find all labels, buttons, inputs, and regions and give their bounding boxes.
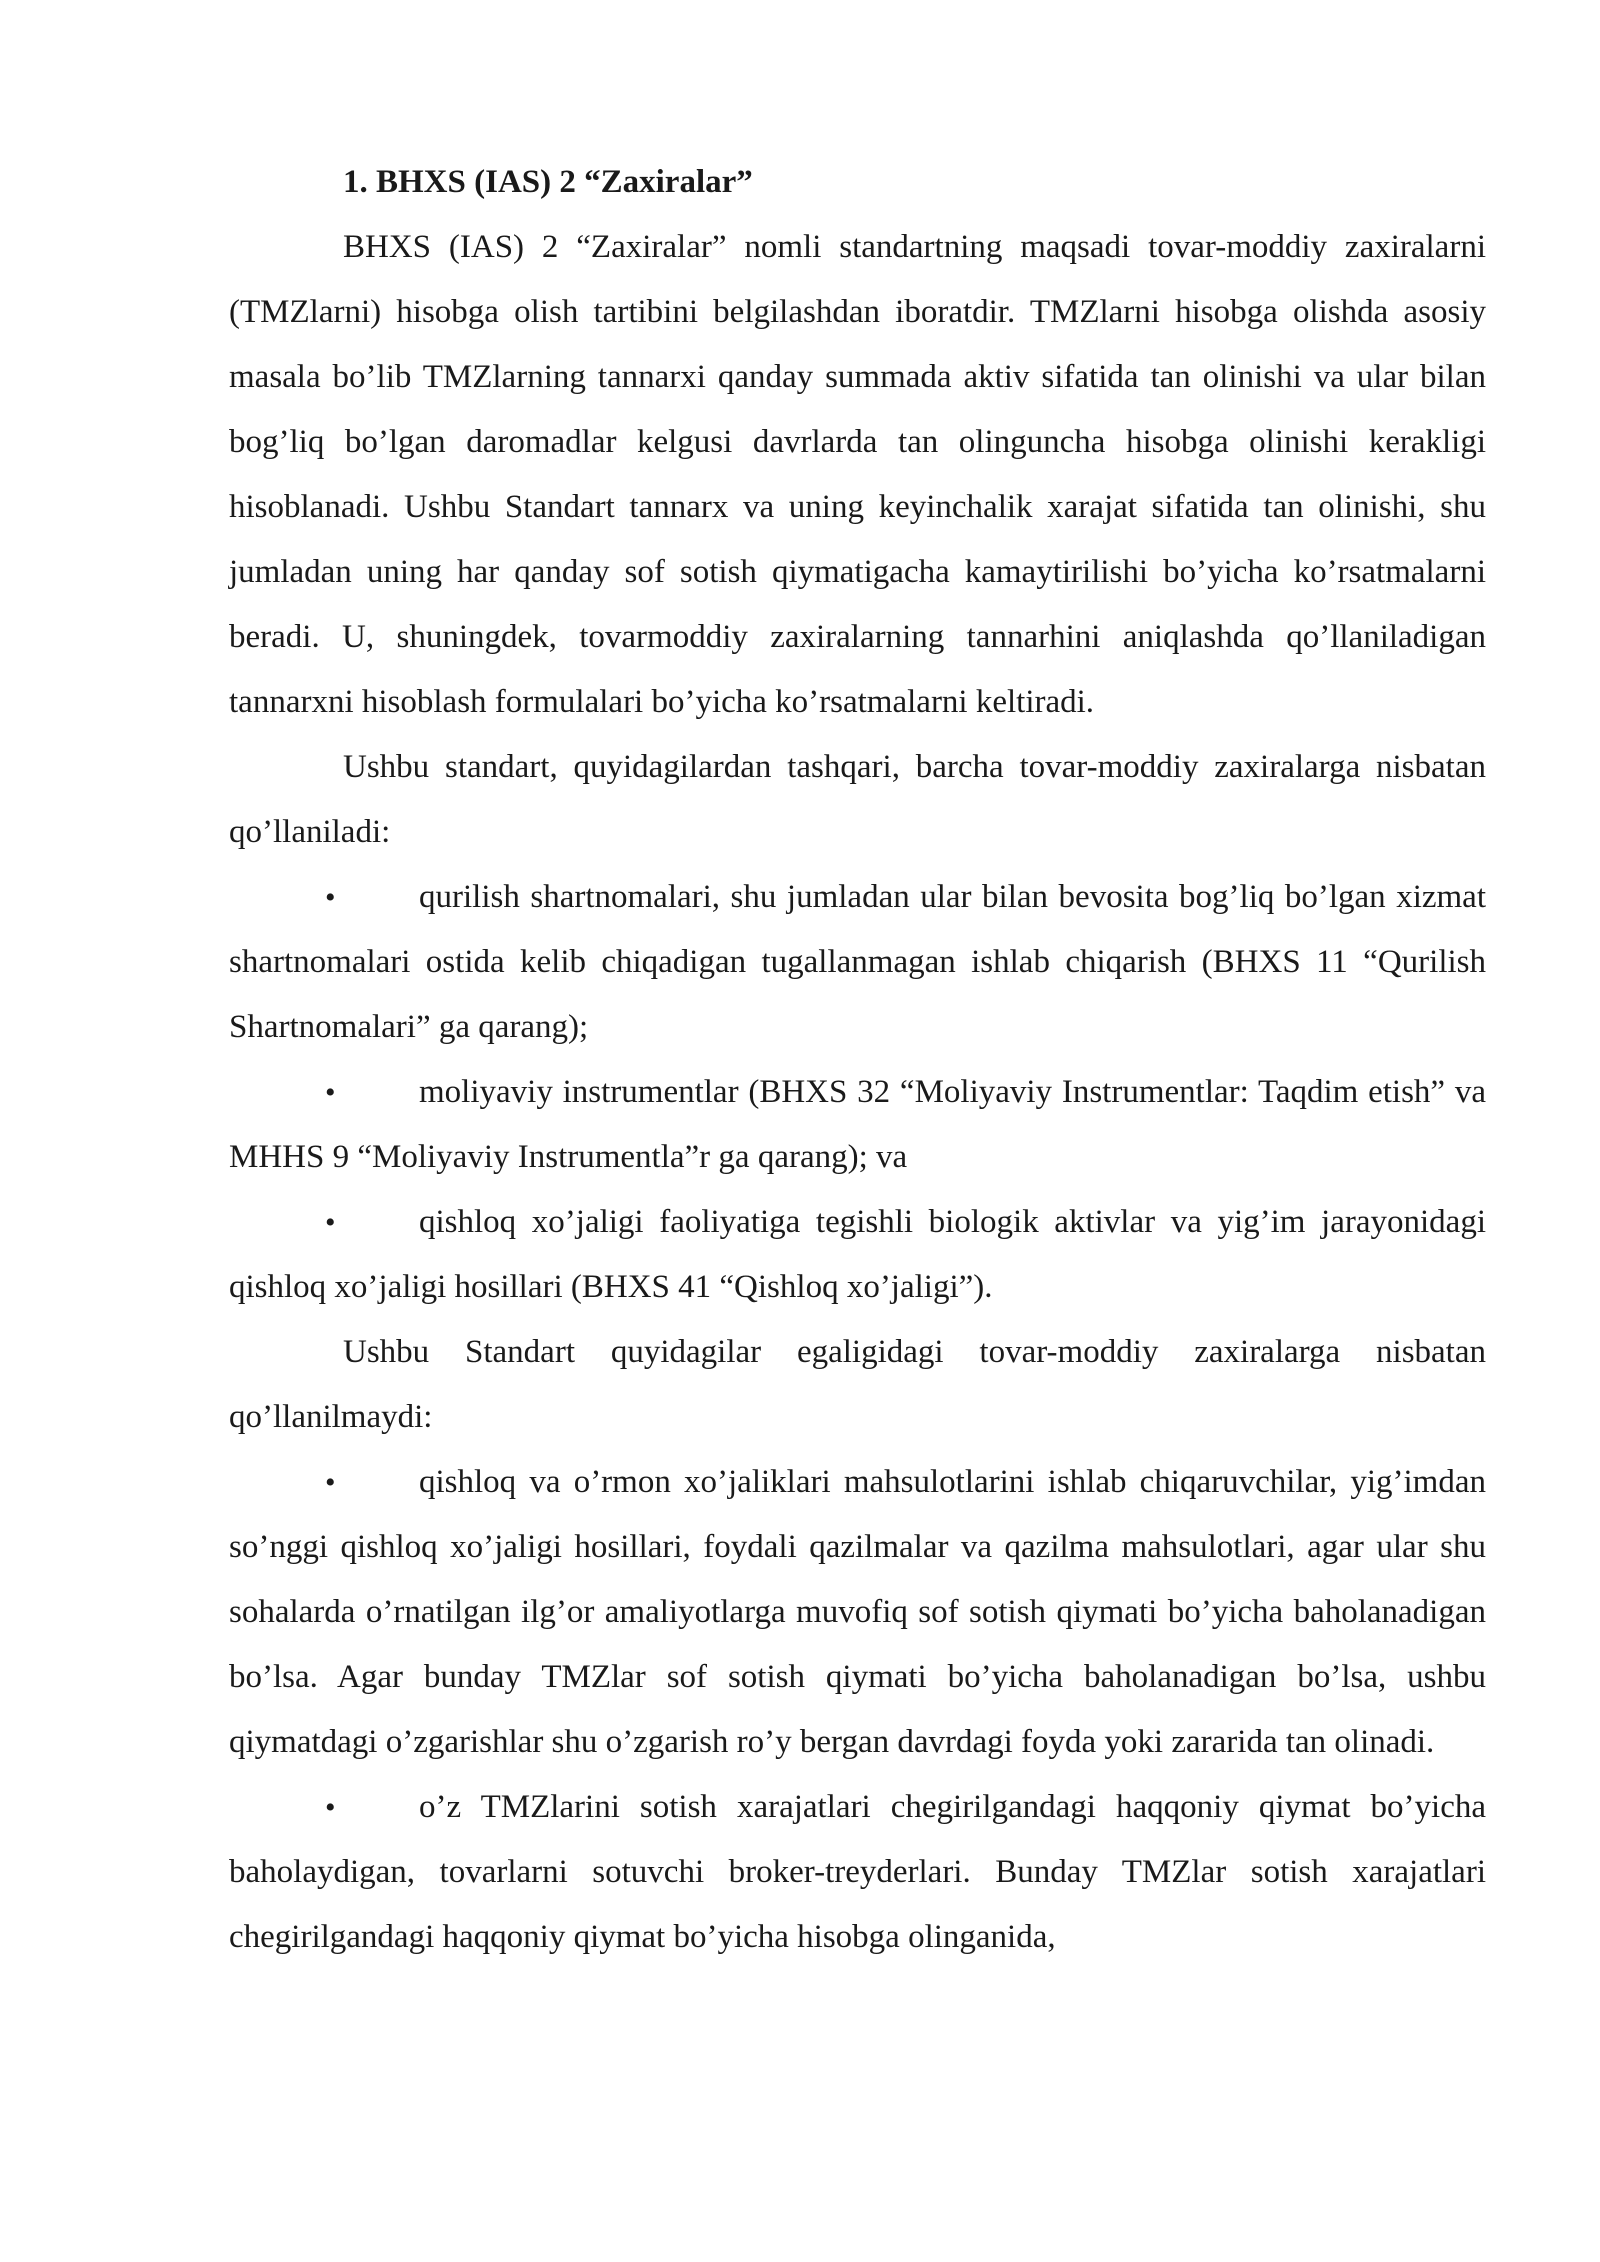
- list-item: [229, 1060, 1486, 1190]
- list-item-text: moliyaviy instrumentlar (BHXS 32 “Moliyaviy Instrumentlar: Taqdim etish” va MHHS 9 “Moliyaviy Instrumentla”r ga qarang); va: [229, 1074, 1486, 1175]
- bullet-icon: •: [325, 881, 336, 914]
- list-item-text: o’z TMZlarini sotish xarajatlari chegirilgandagi haqqoniy qiymat bo’yicha baholaydigan, tovarlarni sotuvchi broker-treyderlari. Bunday TMZlar sotish xarajatlari chegirilgandagi haqqoniy qiymat bo’yicha hisobga olinganida,: [229, 1789, 1486, 1955]
- paragraph-scope-applies: Ushbu standart, quyidagilardan tashqari, barcha tovar-moddiy zaxiralarga nisbatan qo’llaniladi:: [229, 749, 1486, 850]
- paragraph-purpose: BHXS (IAS) 2 “Zaxiralar” nomli standartning maqsadi tovar-moddiy zaxiralarni (TMZlarni) hisobga olish tartibini belgilashdan iboratdir. TMZlarni hisobga olishda asosiy masala bo’lib TMZlarning tannarxi qanday summada aktiv sifatida tan olinishi va ular bilan bog’liq bo’lgan daromadlar kelgusi davrlarda tan olinguncha hisobga olinishi kerakligi hisoblanadi. Ushbu Standart tannarx va uning keyinchalik xarajat sifatida tan olinishi, shu jumladan uning har qanday sof sotish qiymatigacha kamaytirilishi bo’yicha ko’rsatmalarni beradi. U, shuningdek, tovarmoddiy zaxiralarning tannarhini aniqlashda qo’llaniladigan tannarxni hisoblash formulalari bo’yicha ko’rsatmalarni keltiradi.: [229, 229, 1486, 720]
- bullet-icon: •: [325, 1466, 336, 1499]
- bullet-icon: •: [325, 1791, 336, 1824]
- paragraph-scope-not-applies: Ushbu Standart quyidagilar egaligidagi tovar-moddiy zaxiralarga nisbatan qo’llanilmaydi:: [229, 1334, 1486, 1435]
- bullet-icon: •: [325, 1076, 336, 1109]
- list-item: [229, 1190, 1486, 1320]
- document-page: [229, 150, 1486, 1970]
- list-item: [229, 865, 1486, 1060]
- list-item: [229, 1775, 1486, 1970]
- list-item-text: qishloq xo’jaligi faoliyatiga tegishli biologik aktivlar va yig’im jarayonidagi qishloq xo’jaligi hosillari (BHXS 41 “Qishloq xo’jaligi”).: [229, 1204, 1486, 1305]
- list-item: [229, 1450, 1486, 1775]
- section-heading: 1. BHXS (IAS) 2 “Zaxiralar”: [343, 164, 753, 200]
- list-item-text: qishloq va o’rmon xo’jaliklari mahsulotlarini ishlab chiqaruvchilar, yig’imdan so’nggi qishloq xo’jaligi hosillari, foydali qazilmalar va qazilma mahsulotlari, agar ular shu sohalarda o’rnatilgan ilg’or amaliyotlarga muvofiq sof sotish qiymati bo’yicha baholanadigan bo’lsa. Agar bunday TMZlar sof sotish qiymati bo’yicha baholanadigan bo’lsa, ushbu qiymatdagi o’zgarishlar shu o’zgarish ro’y bergan davrdagi foyda yoki zararida tan olinadi.: [229, 1464, 1486, 1760]
- list-item-text: qurilish shartnomalari, shu jumladan ular bilan bevosita bog’liq bo’lgan xizmat shartnomalari ostida kelib chiqadigan tugallanmagan ishlab chiqarish (BHXS 11 “Qurilish Shartnomalari” ga qarang);: [229, 879, 1486, 1045]
- bullet-icon: •: [325, 1206, 336, 1239]
